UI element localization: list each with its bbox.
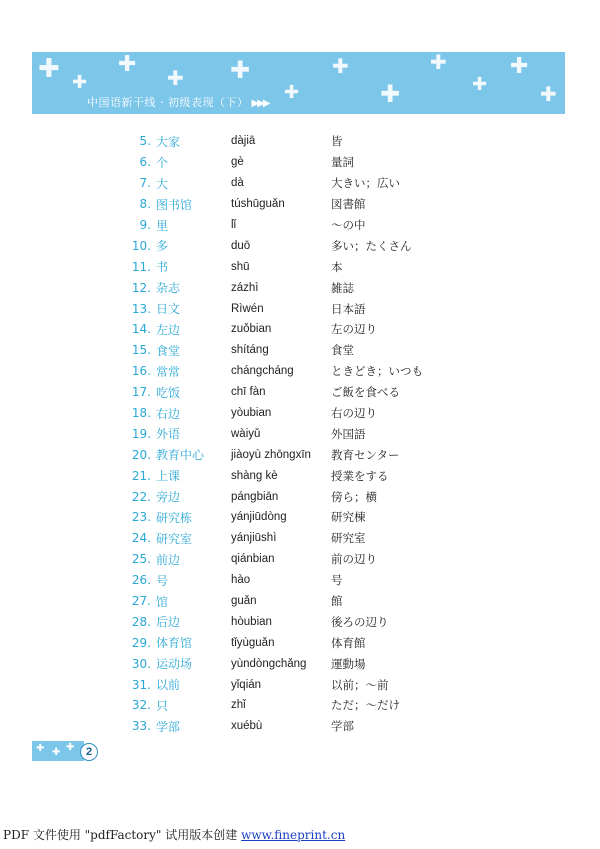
vocab-row: [120, 653, 560, 674]
vocab-gloss: 図書館: [331, 197, 366, 212]
vocab-gloss: 研究室: [331, 531, 366, 546]
vocab-gloss: 授業をする: [331, 468, 389, 483]
vocab-row: [120, 152, 560, 173]
puzzle-piece-icon: ✚: [332, 54, 349, 78]
puzzle-piece-icon: ✚: [72, 72, 88, 93]
vocab-row: [120, 549, 560, 570]
vocab-row: [120, 486, 560, 507]
vocab-hanzi: 图书馆: [156, 197, 193, 212]
vocab-gloss: 体育館: [331, 635, 366, 650]
vocab-hanzi: 吃饭: [156, 385, 181, 400]
vocab-hanzi: 常常: [156, 364, 181, 379]
vocabulary-list: [120, 131, 560, 737]
vocab-number: 5.: [139, 134, 151, 149]
vocab-number: 33.: [131, 719, 151, 734]
vocab-pinyin: qiánbian: [231, 553, 275, 566]
vocab-gloss: 右の辺り: [331, 406, 377, 421]
vocab-hanzi: 外语: [156, 427, 181, 442]
vocab-number: 9.: [139, 218, 151, 232]
vocab-gloss: ときどき；いつも: [331, 364, 423, 379]
vocab-pinyin: shítáng: [231, 344, 269, 357]
vocab-pinyin: hòubian: [231, 615, 272, 628]
vocab-gloss: 雑誌: [331, 280, 354, 295]
vocab-gloss: ～の中: [331, 218, 366, 232]
vocab-number: 26.: [131, 573, 151, 588]
vocab-number: 25.: [131, 552, 151, 567]
vocab-row: [120, 423, 560, 444]
vocab-hanzi: 大家: [156, 134, 181, 149]
vocab-number: 23.: [131, 510, 151, 525]
vocab-pinyin: Rìwén: [231, 302, 264, 315]
vocab-row: [120, 319, 560, 340]
vocab-pinyin: shū: [231, 260, 250, 273]
vocab-gloss: 外国語: [331, 426, 366, 441]
vocab-number: 31.: [131, 677, 151, 692]
puzzle-piece-icon: ✚: [167, 66, 184, 90]
vocab-pinyin: yánjiūshì: [231, 532, 277, 545]
vocab-row: [120, 256, 560, 277]
vocab-hanzi: 研究栋: [156, 510, 193, 525]
vocab-number: 7.: [139, 176, 151, 191]
vocab-pinyin: jiàoyù zhōngxīn: [231, 448, 311, 461]
puzzle-piece-icon: ✚: [230, 56, 251, 84]
vocab-hanzi: 日文: [156, 302, 181, 317]
vocab-hanzi: 前边: [156, 552, 181, 567]
header-title: 中国语新干线 · 初级表现（下） ▶▶▶: [87, 96, 269, 109]
puzzle-piece-icon: ✚: [52, 747, 61, 758]
arrows-icon: ▶▶▶: [251, 98, 269, 109]
vocab-pinyin: guǎn: [231, 595, 257, 608]
vocab-hanzi: 只: [156, 698, 169, 713]
vocab-number: 28.: [131, 614, 151, 629]
puzzle-piece-icon: ✚: [380, 80, 401, 108]
vocab-gloss: 傍ら；横: [331, 489, 377, 504]
vocab-hanzi: 杂志: [156, 281, 181, 296]
vocab-gloss: 日本語: [331, 301, 366, 316]
vocab-hanzi: 大: [156, 176, 169, 191]
vocab-row: [120, 361, 560, 382]
vocab-gloss: 本: [331, 259, 343, 274]
vocab-pinyin: yòubian: [231, 407, 272, 420]
vocab-pinyin: yǐqián: [231, 678, 262, 691]
vocab-hanzi: 上课: [156, 469, 181, 484]
vocab-row: [120, 528, 560, 549]
vocab-pinyin: duō: [231, 239, 251, 252]
vocab-row: [120, 131, 560, 152]
vocab-row: [120, 465, 560, 486]
vocab-number: 27.: [131, 594, 151, 609]
vocab-number: 17.: [131, 385, 151, 400]
vocab-pinyin: dà: [231, 177, 244, 190]
vocab-row: [120, 194, 560, 215]
vocab-gloss: 後ろの辺り: [331, 614, 389, 629]
watermark-link[interactable]: www.fineprint.cn: [241, 828, 346, 842]
vocab-hanzi: 以前: [156, 678, 181, 693]
vocab-gloss: 大きい；広い: [331, 176, 400, 191]
vocab-hanzi: 旁边: [156, 490, 181, 505]
vocab-row: [120, 235, 560, 256]
vocab-number: 30.: [131, 656, 151, 671]
vocab-pinyin: yùndòngchǎng: [231, 657, 307, 670]
vocab-hanzi: 食堂: [156, 343, 181, 358]
vocab-hanzi: 体育馆: [156, 636, 193, 651]
vocab-number: 16.: [131, 364, 151, 379]
puzzle-piece-icon: ✚: [510, 54, 529, 79]
vocab-pinyin: pángbiān: [231, 490, 279, 503]
vocab-row: [120, 173, 560, 194]
vocab-pinyin: gè: [231, 156, 244, 169]
footer-strip: [32, 741, 84, 761]
vocab-row: [120, 611, 560, 632]
vocab-row: [120, 340, 560, 361]
vocab-pinyin: yánjiūdòng: [231, 511, 287, 524]
vocab-row: [120, 591, 560, 612]
vocab-gloss: 学部: [331, 719, 354, 734]
vocab-number: 29.: [131, 635, 151, 650]
puzzle-piece-icon: ✚: [472, 74, 488, 95]
vocab-row: [120, 298, 560, 319]
vocab-gloss: 教育センター: [331, 447, 400, 462]
vocab-hanzi: 馆: [156, 594, 169, 609]
watermark: PDF 文件使用 "pdfFactory" 试用版本创建 www.fineprint.cn: [3, 828, 346, 842]
vocab-number: 13.: [131, 301, 151, 316]
vocab-number: 14.: [131, 322, 151, 337]
vocab-number: 15.: [131, 343, 151, 358]
vocab-number: 20.: [131, 447, 151, 462]
header-banner: [32, 52, 565, 114]
vocab-number: 32.: [131, 698, 151, 713]
vocab-number: 8.: [139, 197, 151, 212]
vocab-pinyin: lǐ: [231, 219, 237, 231]
puzzle-piece-icon: ✚: [430, 52, 447, 74]
vocab-number: 6.: [139, 155, 151, 170]
vocab-number: 10.: [131, 238, 151, 253]
vocab-row: [120, 695, 560, 716]
vocab-gloss: 研究棟: [331, 510, 366, 525]
vocab-row: [120, 632, 560, 653]
vocab-row: [120, 716, 560, 737]
vocab-pinyin: shàng kè: [231, 469, 278, 482]
puzzle-piece-icon: ✚: [36, 743, 45, 754]
vocab-hanzi: 运动场: [156, 657, 193, 672]
vocab-hanzi: 里: [156, 218, 169, 233]
vocab-row: [120, 277, 560, 298]
vocab-hanzi: 号: [156, 573, 169, 588]
vocab-row: [120, 403, 560, 424]
puzzle-piece-icon: ✚: [118, 52, 137, 77]
vocab-pinyin: xuébù: [231, 720, 263, 733]
vocab-row: [120, 570, 560, 591]
vocab-gloss: 号: [331, 573, 343, 588]
vocab-hanzi: 教育中心: [156, 448, 205, 463]
puzzle-piece-icon: ✚: [38, 54, 60, 84]
vocab-hanzi: 研究室: [156, 531, 193, 546]
vocab-gloss: 以前；～前: [331, 677, 389, 692]
puzzle-piece-icon: ✚: [284, 82, 300, 103]
puzzle-piece-icon: ✚: [540, 82, 557, 106]
vocab-hanzi: 多: [156, 239, 169, 254]
vocab-pinyin: dàjiā: [231, 135, 256, 148]
page-number: 2: [80, 743, 98, 761]
vocab-number: 18.: [131, 406, 151, 421]
vocab-pinyin: tǐyùguǎn: [231, 636, 275, 649]
vocab-row: [120, 507, 560, 528]
vocab-pinyin: zázhì: [231, 281, 259, 294]
vocab-gloss: 館: [331, 594, 343, 609]
vocab-row: [120, 215, 560, 236]
vocab-hanzi: 左边: [156, 322, 181, 337]
vocab-pinyin: hào: [231, 574, 251, 587]
vocab-hanzi: 书: [156, 260, 169, 275]
vocab-number: 11.: [131, 259, 151, 274]
vocab-gloss: 運動場: [331, 656, 366, 671]
vocab-pinyin: chángcháng: [231, 365, 294, 378]
vocab-hanzi: 后边: [156, 615, 181, 630]
puzzle-piece-icon: ✚: [66, 742, 75, 753]
vocab-pinyin: túshūguǎn: [231, 198, 285, 211]
vocab-hanzi: 学部: [156, 719, 181, 734]
vocab-gloss: 左の辺り: [331, 322, 377, 337]
vocab-gloss: 皆: [331, 134, 343, 149]
vocab-number: 22.: [131, 489, 151, 504]
vocab-row: [120, 444, 560, 465]
vocab-row: [120, 382, 560, 403]
vocab-hanzi: 个: [156, 155, 169, 170]
vocab-gloss: 多い；たくさん: [331, 238, 412, 253]
vocab-number: 19.: [131, 426, 151, 441]
vocab-pinyin: zhǐ: [231, 699, 246, 712]
vocab-pinyin: wàiyǔ: [231, 427, 261, 440]
vocab-hanzi: 右边: [156, 406, 181, 421]
vocab-number: 21.: [131, 468, 151, 483]
vocab-gloss: 量詞: [331, 155, 354, 170]
vocab-pinyin: chī fàn: [231, 386, 266, 399]
vocab-number: 12.: [131, 280, 151, 295]
vocab-row: [120, 674, 560, 695]
vocab-pinyin: zuǒbian: [231, 323, 272, 336]
vocab-gloss: 前の辺り: [331, 552, 377, 567]
vocab-gloss: ご飯を食べる: [331, 385, 400, 400]
vocab-number: 24.: [131, 531, 151, 546]
vocab-gloss: 食堂: [331, 343, 354, 358]
vocab-gloss: ただ；～だけ: [331, 698, 400, 713]
